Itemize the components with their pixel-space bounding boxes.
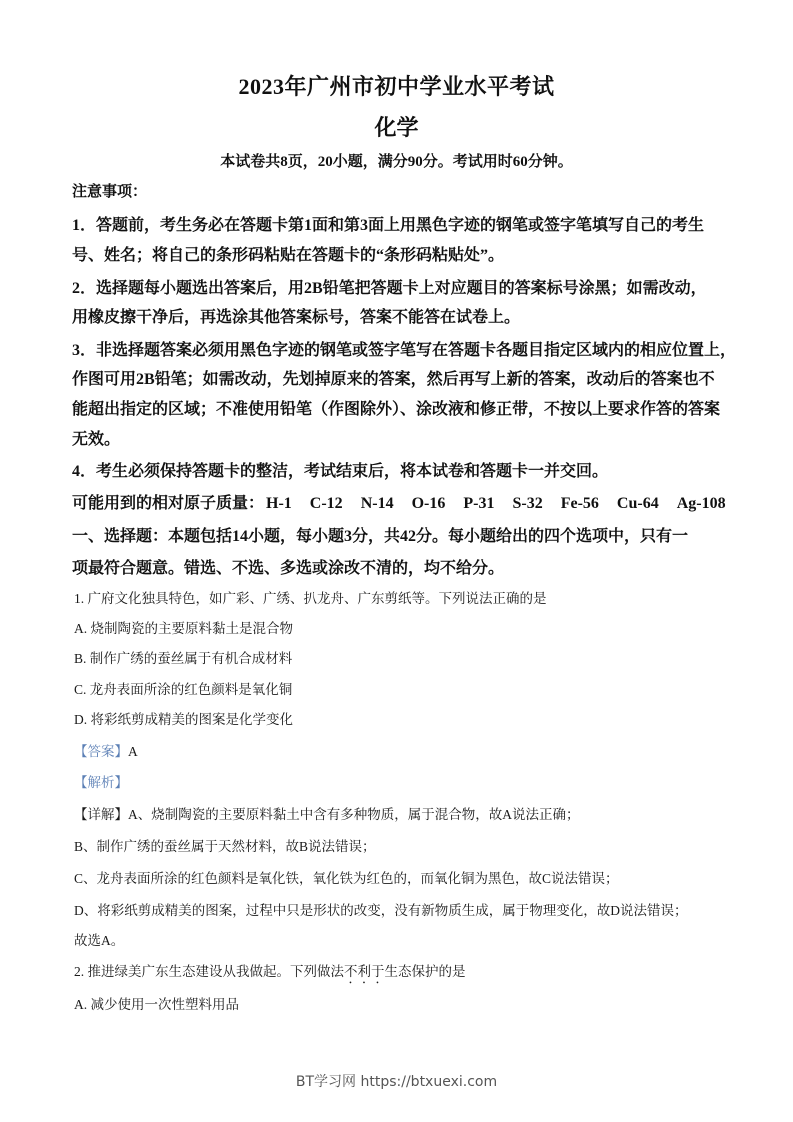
atomic-mass-label: 可能用到的相对原子质量： — [72, 495, 265, 512]
question-1-option-c: C. 龙舟表面所涂的红色颜料是氧化铜 — [74, 682, 293, 697]
question-1-option-d: D. 将彩纸剪成精美的图案是化学变化 — [74, 712, 293, 727]
section-line: 项最符合题意。错选、不选、多选或涂改不清的，均不给分。 — [72, 560, 505, 577]
atomic-mass-item: Fe-56 — [560, 495, 599, 512]
question-2-option-a: A. 减少使用一次性塑料用品 — [74, 997, 239, 1012]
detail-line: B、制作广绣的蚕丝属于天然材料，故B说法错误； — [74, 839, 376, 854]
atomic-mass-item: N-14 — [360, 495, 394, 512]
footer-site-name: BT学习网 — [295, 1074, 357, 1090]
question-1-option-a: A. 烧制陶瓷的主要原料黏土是混合物 — [74, 621, 293, 636]
footer-url-link[interactable]: https://btxuexi.com — [360, 1074, 498, 1090]
atomic-mass-item: C-12 — [309, 495, 343, 512]
notice-line: 用橡皮擦干净后，再选涂其他答案标号，答案不能答在试卷上。 — [72, 309, 521, 326]
analysis-label: 【解析】 — [74, 775, 128, 790]
detail-text: A、烧制陶瓷的主要原料黏土中含有多种物质，属于混合物，故A说法正确； — [128, 807, 580, 822]
notice-line: 2．选择题每小题选出答案后，用2B铅笔把答题卡上对应题目的答案标号涂黑；如需改动， — [72, 280, 707, 297]
detail-line: C、龙舟表面所涂的红色颜料是氧化铁，氧化铁为红色的，而氧化铜为黑色，故C说法错误； — [74, 871, 619, 886]
detail-line: 故选A。 — [74, 933, 125, 948]
atomic-mass-item: H-1 — [266, 495, 292, 512]
notice-line: 无效。 — [72, 431, 121, 448]
atomic-mass-item: P-31 — [463, 495, 495, 512]
exam-title: 2023年广州市初中学业水平考试 — [238, 74, 555, 99]
exam-intro: 本试卷共8页，20小题，满分90分。考试用时60分钟。 — [220, 154, 573, 170]
notice-line: 能超出指定的区域；不准使用铅笔（作图除外）、涂改液和修正带，不按以上要求作答的答案 — [72, 401, 721, 418]
question-2-stem-before: 2. 推进绿美广东生态建设从我做起。下列做法 — [74, 964, 344, 979]
question-2-stem-emphasis: 不利于 — [344, 964, 385, 979]
notice-line: 1．答题前，考生务必在答题卡第1面和第3面上用黑色字迹的钢笔或签字笔填写自己的考生 — [72, 217, 705, 234]
detail-label: 【详解】 — [74, 807, 128, 822]
section-line: 一、选择题：本题包括14小题，每小题3分，共42分。每小题给出的四个选项中，只有一 — [72, 528, 689, 545]
question-1-option-b: B. 制作广绣的蚕丝属于有机合成材料 — [74, 651, 293, 666]
detail-line: D、将彩纸剪成精美的图案，过程中只是形状的改变，没有新物质生成，属于物理变化，故D说法错误； — [74, 903, 688, 918]
notice-heading: 注意事项： — [72, 184, 148, 200]
notice-line: 号、姓名；将自己的条形码粘贴在答题卡的“条形码粘贴处”。 — [72, 247, 505, 264]
notice-line: 作图可用2B铅笔；如需改动，先划掉原来的答案，然后再写上新的答案，改动后的答案也不 — [72, 371, 715, 388]
answer-label: 【答案】 — [74, 744, 128, 759]
atomic-mass-item: O-16 — [411, 495, 446, 512]
atomic-mass-item: Ag-108 — [676, 495, 726, 512]
question-2-stem — [74, 960, 466, 987]
answer-value: A — [128, 744, 138, 759]
notice-line: 3．非选择题答案必须用黑色字迹的钢笔或签字笔写在答题卡各题目指定区域内的相应位置上， — [72, 342, 737, 359]
answer-line — [74, 740, 138, 760]
page-footer — [0, 1071, 793, 1091]
detail-line — [74, 803, 580, 823]
atomic-mass-item: S-32 — [512, 495, 543, 512]
question-2-stem-after: 生态保护的是 — [384, 964, 466, 979]
notice-line: 4．考生必须保持答题卡的整洁，考试结束后，将本试卷和答题卡一并交回。 — [72, 463, 609, 480]
question-1-stem: 1. 广府文化独具特色，如广彩、广绣、扒龙舟、广东剪纸等。下列说法正确的是 — [74, 591, 547, 606]
analysis-line — [74, 771, 128, 791]
exam-subject: 化学 — [374, 115, 419, 140]
atomic-mass-item: Cu-64 — [616, 495, 659, 512]
